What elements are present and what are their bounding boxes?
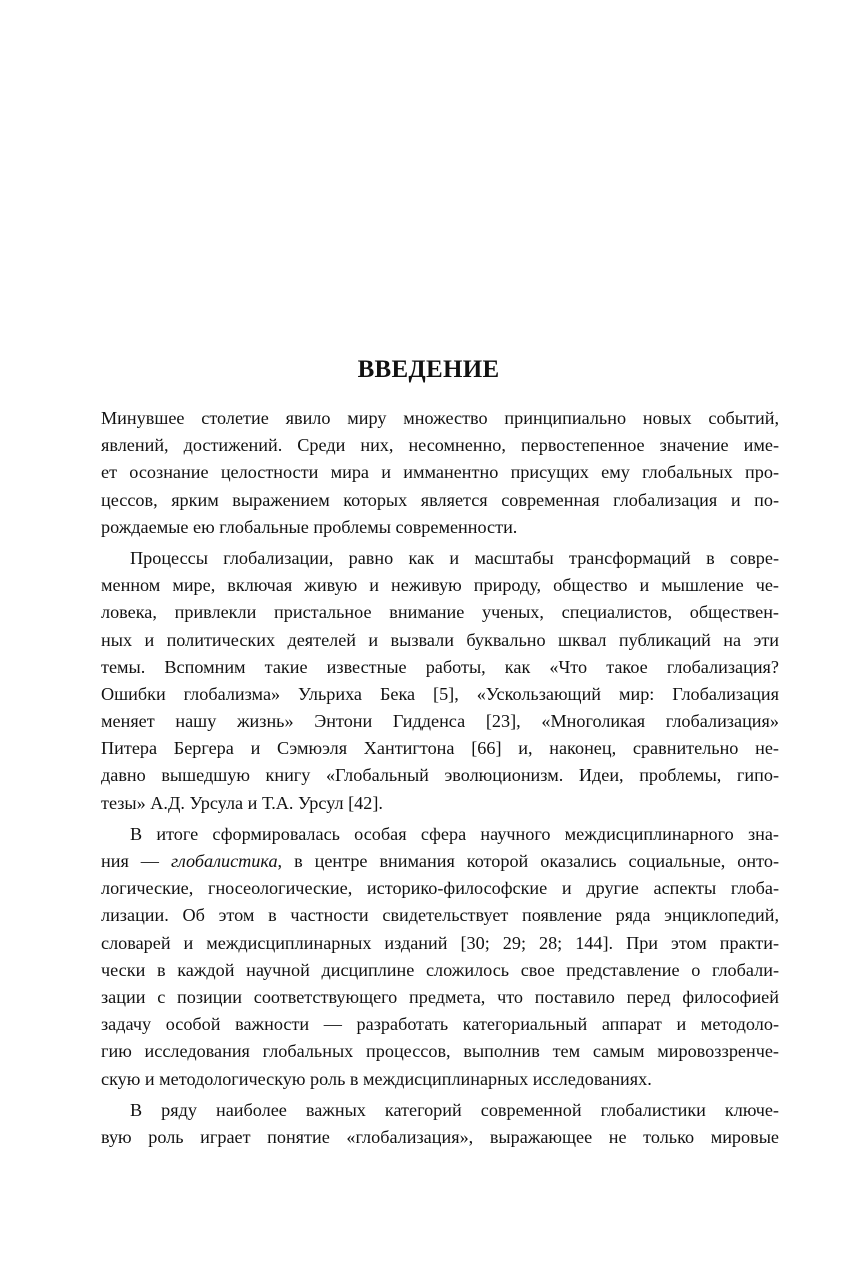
text-line: ет осознание целостности мира и имманентно присущих ему глобальных про-	[101, 462, 779, 483]
text-line: давно вышедшую книгу «Глобальный эволюционизм. Идеи, проблемы, гипо-	[101, 765, 779, 786]
text-line: Ошибки глобализма» Ульриха Бека [5], «Ускользающий мир: Глобализация	[101, 683, 779, 704]
text-line: лизации. Об этом в частности свидетельствует появление ряда энциклопедий,	[101, 905, 779, 926]
text-line: Процессы глобализации, равно как и масштабы трансформаций в совре-	[130, 547, 779, 568]
text-line: вую роль играет понятие «глобализация», выражающее не только мировые	[101, 1126, 779, 1147]
text-line: ния — глобалистика, в центре внимания которой оказались социальные, онто-	[101, 851, 779, 871]
text-line: логические, гносеологические, историко-философские и другие аспекты глоба-	[101, 878, 779, 899]
paragraph-4	[101, 1097, 779, 1151]
text-line: В итоге сформировалась особая сфера научного междисциплинарного зна-	[130, 823, 779, 844]
emphasized-term: глобалистика	[170, 851, 278, 871]
chapter-heading: ВВЕДЕНИЕ	[357, 356, 500, 383]
text-line: рождаемые ею глобальные проблемы современности.	[101, 516, 518, 537]
text-line: явлений, достижений. Среди них, несомненно, первостепенное значение име-	[101, 435, 779, 456]
text-line: тезы» А.Д. Урсула и Т.А. Урсул [42].	[101, 792, 383, 813]
text-line: цессов, ярким выражением которых является современная глобализация и по-	[101, 489, 779, 510]
text-line: гию исследования глобальных процессов, выполнив тем самым мировоззренче-	[101, 1041, 779, 1062]
text-line: скую и методологическую роль в междисциплинарных исследованиях.	[101, 1068, 652, 1089]
paragraph-1	[101, 405, 779, 541]
paragraph-2	[101, 545, 779, 817]
text-line: зации с позиции соответствующего предмета, что поставило перед философией	[101, 986, 779, 1007]
text-line: Минувшее столетие явило миру множество принципиально новых событий,	[101, 408, 779, 428]
text-line: Питера Бергера и Сэмюэля Хантигтона [66] и, наконец, сравнительно не-	[101, 738, 779, 759]
text-line: темы. Вспомним такие известные работы, как «Что такое глобализация?	[101, 656, 779, 677]
text-line: задачу особой важности — разработать категориальный аппарат и методоло-	[101, 1014, 779, 1035]
text-line: ных и политических деятелей и вызвали буквально шквал публикаций на эти	[101, 629, 779, 650]
paragraph-3	[101, 821, 779, 1093]
body-text	[101, 405, 779, 1155]
text-line: менном мире, включая живую и неживую природу, общество и мышление че-	[101, 575, 779, 596]
text-line: ловека, привлекли пристальное внимание ученых, специалистов, обществен-	[101, 602, 779, 623]
text-line: меняет нашу жизнь» Энтони Гидденса [23], «Многоликая глобализация»	[101, 711, 779, 732]
text-line: чески в каждой научной дисциплине сложилось свое представление о глобали-	[101, 959, 779, 980]
text-line: В ряду наиболее важных категорий современной глобалистики ключе-	[130, 1099, 779, 1120]
text-line: словарей и междисциплинарных изданий [30; 29; 28; 144]. При этом практи-	[101, 932, 779, 953]
